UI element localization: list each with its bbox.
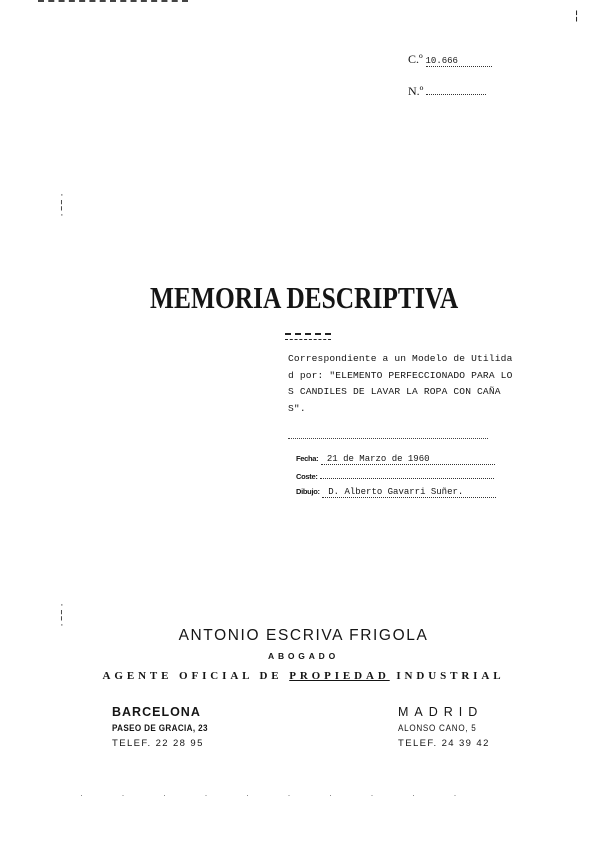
- office-phone: TELEF. 22 28 95: [112, 738, 204, 749]
- agent-prefix: AGENTE OFICIAL DE: [102, 670, 283, 682]
- agent-suffix: INDUSTRIAL: [396, 670, 505, 682]
- fecha-label: Fecha:: [296, 454, 319, 463]
- firm-agent-line: [0, 670, 607, 682]
- reference-c-label: C.º: [408, 52, 423, 66]
- document-title: MEMORIA DESCRIPTIVA: [150, 280, 459, 315]
- dibujo-value: D. Alberto Gavarri Suñer.: [322, 487, 496, 498]
- firm-name: ANTONIO ESCRIVA FRIGOLA: [178, 627, 429, 644]
- coste-field: [296, 471, 494, 481]
- office-phone: TELEF. 24 39 42: [398, 738, 490, 749]
- fecha-value: 21 de Marzo de 1960: [321, 454, 495, 465]
- punch-hole-marks-lower: · ¦ ·: [60, 599, 64, 631]
- office-city: MADRID: [398, 705, 484, 719]
- office-barcelona: [112, 704, 218, 752]
- reference-n-label: N.º: [408, 84, 424, 98]
- description-rule: [288, 438, 488, 439]
- agent-emphasis: PROPIEDAD: [289, 670, 390, 682]
- scan-noise: · · · · · · · · · ·: [80, 790, 475, 800]
- office-address: PASEO DE GRACIA, 23: [112, 723, 208, 733]
- firm-profession: ABOGADO: [268, 651, 339, 661]
- corner-mark: ¦: [575, 8, 579, 22]
- office-city: BARCELONA: [112, 705, 201, 719]
- reference-c-line: [408, 52, 492, 67]
- dibujo-field: [296, 486, 496, 498]
- title-underline: [285, 333, 331, 340]
- office-madrid: [398, 704, 490, 752]
- office-address: ALONSO CANO, 5: [398, 723, 477, 733]
- coste-value: [320, 478, 494, 479]
- fecha-field: [296, 453, 495, 465]
- punch-hole-marks-upper: · ¦ ·: [60, 189, 64, 221]
- dibujo-label: Dibujo:: [296, 487, 320, 496]
- description-text: Correspondiente a un Modelo de Utilidad por: "ELEMENTO PERFECCIONADO PARA LOS CANDILES DE LAVAR LA ROPA CON CAÑAS".: [288, 353, 513, 414]
- coste-label: Coste:: [296, 472, 318, 481]
- reference-n-value: [426, 94, 486, 95]
- reference-n-line: [408, 84, 486, 99]
- top-border-rule: [38, 0, 188, 4]
- reference-c-value: 10.666: [426, 56, 492, 67]
